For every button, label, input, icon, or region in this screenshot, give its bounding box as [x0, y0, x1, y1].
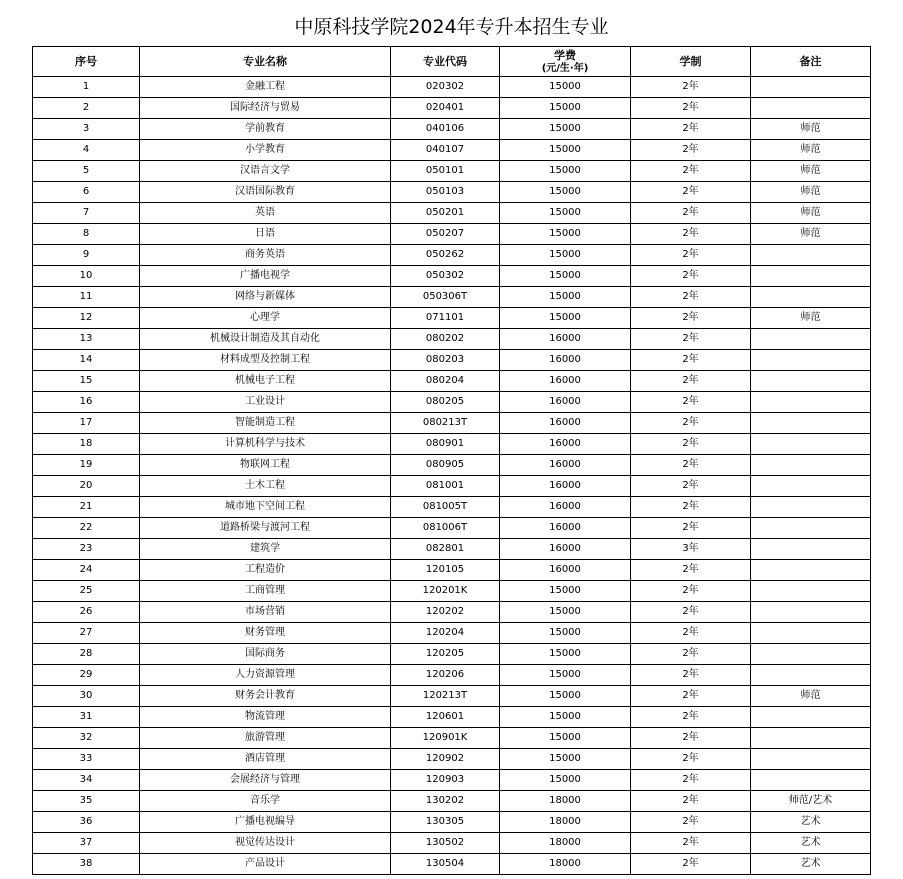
table-row	[33, 434, 871, 455]
cell-duration: 2年	[631, 434, 751, 455]
cell-duration: 2年	[631, 581, 751, 602]
cell-note	[751, 665, 871, 686]
cell-duration: 2年	[631, 623, 751, 644]
cell-fee: 15000	[500, 203, 631, 224]
cell-note	[751, 770, 871, 791]
cell-index: 24	[33, 560, 140, 581]
cell-duration: 2年	[631, 665, 751, 686]
cell-major: 财务会计教育	[140, 686, 391, 707]
cell-note: 师范	[751, 308, 871, 329]
cell-major: 商务英语	[140, 245, 391, 266]
cell-major: 市场营销	[140, 602, 391, 623]
cell-code: 130202	[391, 791, 500, 812]
cell-duration: 2年	[631, 518, 751, 539]
cell-duration: 2年	[631, 161, 751, 182]
cell-code: 081005T	[391, 497, 500, 518]
table-row	[33, 119, 871, 140]
table-row	[33, 182, 871, 203]
cell-duration: 2年	[631, 644, 751, 665]
table-row	[33, 770, 871, 791]
cell-index: 7	[33, 203, 140, 224]
table-row	[33, 497, 871, 518]
cell-major: 计算机科学与技术	[140, 434, 391, 455]
majors-table	[32, 46, 871, 875]
cell-duration: 2年	[631, 119, 751, 140]
cell-index: 13	[33, 329, 140, 350]
cell-duration: 2年	[631, 287, 751, 308]
cell-duration: 2年	[631, 476, 751, 497]
cell-fee: 15000	[500, 98, 631, 119]
cell-fee: 16000	[500, 392, 631, 413]
cell-duration: 2年	[631, 455, 751, 476]
cell-code: 120202	[391, 602, 500, 623]
header-fee	[500, 47, 631, 77]
cell-fee: 16000	[500, 497, 631, 518]
cell-index: 4	[33, 140, 140, 161]
cell-major: 道路桥梁与渡河工程	[140, 518, 391, 539]
table-row	[33, 707, 871, 728]
cell-duration: 2年	[631, 203, 751, 224]
cell-note: 师范	[751, 203, 871, 224]
cell-note	[751, 413, 871, 434]
cell-note: 师范/艺术	[751, 791, 871, 812]
table-row	[33, 476, 871, 497]
cell-major: 广播电视学	[140, 266, 391, 287]
header-code: 专业代码	[391, 47, 500, 77]
cell-fee: 16000	[500, 329, 631, 350]
table-row	[33, 791, 871, 812]
table-row	[33, 686, 871, 707]
cell-major: 产品设计	[140, 854, 391, 875]
cell-major: 工业设计	[140, 392, 391, 413]
table-row	[33, 224, 871, 245]
cell-fee: 16000	[500, 413, 631, 434]
cell-note	[751, 98, 871, 119]
cell-note: 艺术	[751, 833, 871, 854]
cell-major: 人力资源管理	[140, 665, 391, 686]
cell-code: 050101	[391, 161, 500, 182]
cell-index: 2	[33, 98, 140, 119]
cell-fee: 16000	[500, 560, 631, 581]
cell-note	[751, 623, 871, 644]
cell-major: 广播电视编导	[140, 812, 391, 833]
table-row	[33, 602, 871, 623]
cell-fee: 16000	[500, 518, 631, 539]
table-row	[33, 518, 871, 539]
cell-major: 会展经济与管理	[140, 770, 391, 791]
cell-major: 财务管理	[140, 623, 391, 644]
cell-index: 23	[33, 539, 140, 560]
cell-note: 师范	[751, 224, 871, 245]
cell-duration: 2年	[631, 812, 751, 833]
cell-note	[751, 602, 871, 623]
cell-code: 120213T	[391, 686, 500, 707]
cell-note	[751, 245, 871, 266]
table-row	[33, 581, 871, 602]
table-row	[33, 329, 871, 350]
table-row	[33, 728, 871, 749]
cell-duration: 2年	[631, 749, 751, 770]
table-row	[33, 455, 871, 476]
cell-note: 艺术	[751, 812, 871, 833]
cell-major: 汉语国际教育	[140, 182, 391, 203]
cell-code: 020302	[391, 77, 500, 98]
cell-fee: 15000	[500, 308, 631, 329]
cell-fee: 15000	[500, 770, 631, 791]
cell-major: 酒店管理	[140, 749, 391, 770]
cell-fee: 15000	[500, 140, 631, 161]
cell-major: 金融工程	[140, 77, 391, 98]
cell-index: 5	[33, 161, 140, 182]
cell-fee: 15000	[500, 728, 631, 749]
cell-major: 音乐学	[140, 791, 391, 812]
table-row	[33, 350, 871, 371]
header-fee-label: 学费	[554, 48, 576, 62]
cell-fee: 15000	[500, 77, 631, 98]
cell-note	[751, 266, 871, 287]
cell-duration: 2年	[631, 686, 751, 707]
cell-fee: 18000	[500, 833, 631, 854]
cell-index: 37	[33, 833, 140, 854]
cell-index: 15	[33, 371, 140, 392]
cell-note	[751, 350, 871, 371]
cell-index: 29	[33, 665, 140, 686]
cell-duration: 2年	[631, 791, 751, 812]
cell-index: 19	[33, 455, 140, 476]
cell-code: 050302	[391, 266, 500, 287]
table-row	[33, 392, 871, 413]
cell-fee: 16000	[500, 455, 631, 476]
table-row	[33, 812, 871, 833]
cell-index: 3	[33, 119, 140, 140]
table-row	[33, 203, 871, 224]
cell-major: 网络与新媒体	[140, 287, 391, 308]
cell-duration: 2年	[631, 308, 751, 329]
table-row	[33, 665, 871, 686]
header-fee-unit: (元/生·年)	[541, 62, 589, 74]
cell-duration: 2年	[631, 413, 751, 434]
cell-fee: 15000	[500, 686, 631, 707]
cell-fee: 16000	[500, 371, 631, 392]
cell-code: 080203	[391, 350, 500, 371]
cell-duration: 2年	[631, 497, 751, 518]
cell-major: 物联网工程	[140, 455, 391, 476]
cell-code: 120903	[391, 770, 500, 791]
cell-fee: 16000	[500, 434, 631, 455]
cell-code: 050207	[391, 224, 500, 245]
cell-duration: 2年	[631, 770, 751, 791]
cell-note	[751, 476, 871, 497]
cell-index: 21	[33, 497, 140, 518]
cell-code: 080204	[391, 371, 500, 392]
cell-index: 1	[33, 77, 140, 98]
cell-code: 120105	[391, 560, 500, 581]
cell-fee: 18000	[500, 812, 631, 833]
cell-index: 35	[33, 791, 140, 812]
cell-note	[751, 455, 871, 476]
cell-code: 080901	[391, 434, 500, 455]
table-header-row	[33, 47, 871, 77]
table-row	[33, 749, 871, 770]
cell-duration: 2年	[631, 602, 751, 623]
cell-code: 081006T	[391, 518, 500, 539]
table-row	[33, 560, 871, 581]
table-row	[33, 308, 871, 329]
cell-code: 050262	[391, 245, 500, 266]
cell-index: 10	[33, 266, 140, 287]
table-row	[33, 623, 871, 644]
cell-fee: 15000	[500, 623, 631, 644]
cell-fee: 15000	[500, 161, 631, 182]
cell-fee: 16000	[500, 539, 631, 560]
cell-code: 130504	[391, 854, 500, 875]
cell-code: 020401	[391, 98, 500, 119]
cell-index: 38	[33, 854, 140, 875]
cell-fee: 18000	[500, 854, 631, 875]
cell-index: 6	[33, 182, 140, 203]
cell-index: 11	[33, 287, 140, 308]
cell-fee: 15000	[500, 644, 631, 665]
table-row	[33, 140, 871, 161]
table-row	[33, 98, 871, 119]
cell-index: 9	[33, 245, 140, 266]
cell-code: 120206	[391, 665, 500, 686]
cell-code: 080205	[391, 392, 500, 413]
table-row	[33, 77, 871, 98]
cell-duration: 2年	[631, 77, 751, 98]
header-note: 备注	[751, 47, 871, 77]
cell-note	[751, 497, 871, 518]
cell-duration: 2年	[631, 728, 751, 749]
cell-major: 英语	[140, 203, 391, 224]
cell-major: 汉语言文学	[140, 161, 391, 182]
cell-major: 日语	[140, 224, 391, 245]
cell-index: 32	[33, 728, 140, 749]
cell-note: 师范	[751, 119, 871, 140]
cell-fee: 15000	[500, 602, 631, 623]
cell-fee: 15000	[500, 245, 631, 266]
cell-note: 师范	[751, 161, 871, 182]
cell-code: 120205	[391, 644, 500, 665]
cell-major: 工商管理	[140, 581, 391, 602]
cell-duration: 2年	[631, 833, 751, 854]
table-row	[33, 287, 871, 308]
cell-code: 130305	[391, 812, 500, 833]
cell-fee: 16000	[500, 476, 631, 497]
cell-duration: 2年	[631, 182, 751, 203]
cell-note: 师范	[751, 140, 871, 161]
cell-note: 艺术	[751, 854, 871, 875]
cell-duration: 2年	[631, 98, 751, 119]
cell-code: 050306T	[391, 287, 500, 308]
cell-major: 视觉传达设计	[140, 833, 391, 854]
cell-major: 材料成型及控制工程	[140, 350, 391, 371]
cell-note	[751, 707, 871, 728]
cell-note	[751, 77, 871, 98]
header-index: 序号	[33, 47, 140, 77]
cell-index: 8	[33, 224, 140, 245]
cell-code: 071101	[391, 308, 500, 329]
cell-major: 智能制造工程	[140, 413, 391, 434]
cell-note	[751, 728, 871, 749]
cell-major: 建筑学	[140, 539, 391, 560]
cell-major: 物流管理	[140, 707, 391, 728]
cell-duration: 2年	[631, 350, 751, 371]
cell-code: 080905	[391, 455, 500, 476]
cell-index: 17	[33, 413, 140, 434]
cell-code: 080202	[391, 329, 500, 350]
cell-code: 050201	[391, 203, 500, 224]
table-row	[33, 413, 871, 434]
cell-fee: 15000	[500, 581, 631, 602]
cell-major: 工程造价	[140, 560, 391, 581]
table-row	[33, 644, 871, 665]
cell-fee: 15000	[500, 707, 631, 728]
cell-index: 26	[33, 602, 140, 623]
cell-major: 国际经济与贸易	[140, 98, 391, 119]
cell-note	[751, 644, 871, 665]
cell-code: 050103	[391, 182, 500, 203]
cell-note	[751, 581, 871, 602]
cell-note	[751, 518, 871, 539]
table-row	[33, 161, 871, 182]
cell-duration: 2年	[631, 266, 751, 287]
cell-major: 国际商务	[140, 644, 391, 665]
cell-code: 120601	[391, 707, 500, 728]
cell-code: 040107	[391, 140, 500, 161]
cell-index: 18	[33, 434, 140, 455]
cell-index: 25	[33, 581, 140, 602]
cell-duration: 2年	[631, 560, 751, 581]
cell-major: 城市地下空间工程	[140, 497, 391, 518]
cell-fee: 15000	[500, 287, 631, 308]
table-row	[33, 266, 871, 287]
cell-index: 27	[33, 623, 140, 644]
cell-index: 12	[33, 308, 140, 329]
cell-note	[751, 392, 871, 413]
cell-duration: 2年	[631, 392, 751, 413]
table-row	[33, 854, 871, 875]
cell-duration: 2年	[631, 245, 751, 266]
cell-index: 33	[33, 749, 140, 770]
cell-fee: 15000	[500, 266, 631, 287]
cell-note	[751, 287, 871, 308]
cell-code: 120201K	[391, 581, 500, 602]
cell-note	[751, 329, 871, 350]
header-major: 专业名称	[140, 47, 391, 77]
cell-duration: 2年	[631, 707, 751, 728]
cell-fee: 15000	[500, 665, 631, 686]
table-row	[33, 833, 871, 854]
header-duration: 学制	[631, 47, 751, 77]
table-row	[33, 245, 871, 266]
cell-note	[751, 539, 871, 560]
cell-index: 14	[33, 350, 140, 371]
cell-duration: 2年	[631, 140, 751, 161]
cell-fee: 15000	[500, 224, 631, 245]
cell-duration: 2年	[631, 371, 751, 392]
cell-note: 师范	[751, 182, 871, 203]
cell-major: 心理学	[140, 308, 391, 329]
cell-major: 机械电子工程	[140, 371, 391, 392]
cell-major: 学前教育	[140, 119, 391, 140]
cell-fee: 15000	[500, 119, 631, 140]
cell-duration: 3年	[631, 539, 751, 560]
cell-major: 小学教育	[140, 140, 391, 161]
cell-index: 20	[33, 476, 140, 497]
cell-code: 082801	[391, 539, 500, 560]
cell-code: 080213T	[391, 413, 500, 434]
cell-code: 130502	[391, 833, 500, 854]
cell-index: 34	[33, 770, 140, 791]
cell-fee: 15000	[500, 182, 631, 203]
cell-duration: 2年	[631, 854, 751, 875]
cell-index: 22	[33, 518, 140, 539]
cell-code: 040106	[391, 119, 500, 140]
cell-index: 31	[33, 707, 140, 728]
cell-note	[751, 749, 871, 770]
cell-duration: 2年	[631, 329, 751, 350]
cell-index: 16	[33, 392, 140, 413]
cell-note: 师范	[751, 686, 871, 707]
cell-code: 120901K	[391, 728, 500, 749]
cell-fee: 16000	[500, 350, 631, 371]
cell-major: 机械设计制造及其自动化	[140, 329, 391, 350]
cell-duration: 2年	[631, 224, 751, 245]
cell-index: 28	[33, 644, 140, 665]
cell-fee: 15000	[500, 749, 631, 770]
table-row	[33, 371, 871, 392]
cell-note	[751, 434, 871, 455]
cell-major: 旅游管理	[140, 728, 391, 749]
cell-code: 081001	[391, 476, 500, 497]
cell-code: 120902	[391, 749, 500, 770]
cell-index: 30	[33, 686, 140, 707]
cell-note	[751, 371, 871, 392]
page-title: 中原科技学院2024年专升本招生专业	[294, 16, 609, 38]
cell-code: 120204	[391, 623, 500, 644]
table-row	[33, 539, 871, 560]
cell-major: 土木工程	[140, 476, 391, 497]
cell-index: 36	[33, 812, 140, 833]
cell-note	[751, 560, 871, 581]
cell-fee: 18000	[500, 791, 631, 812]
